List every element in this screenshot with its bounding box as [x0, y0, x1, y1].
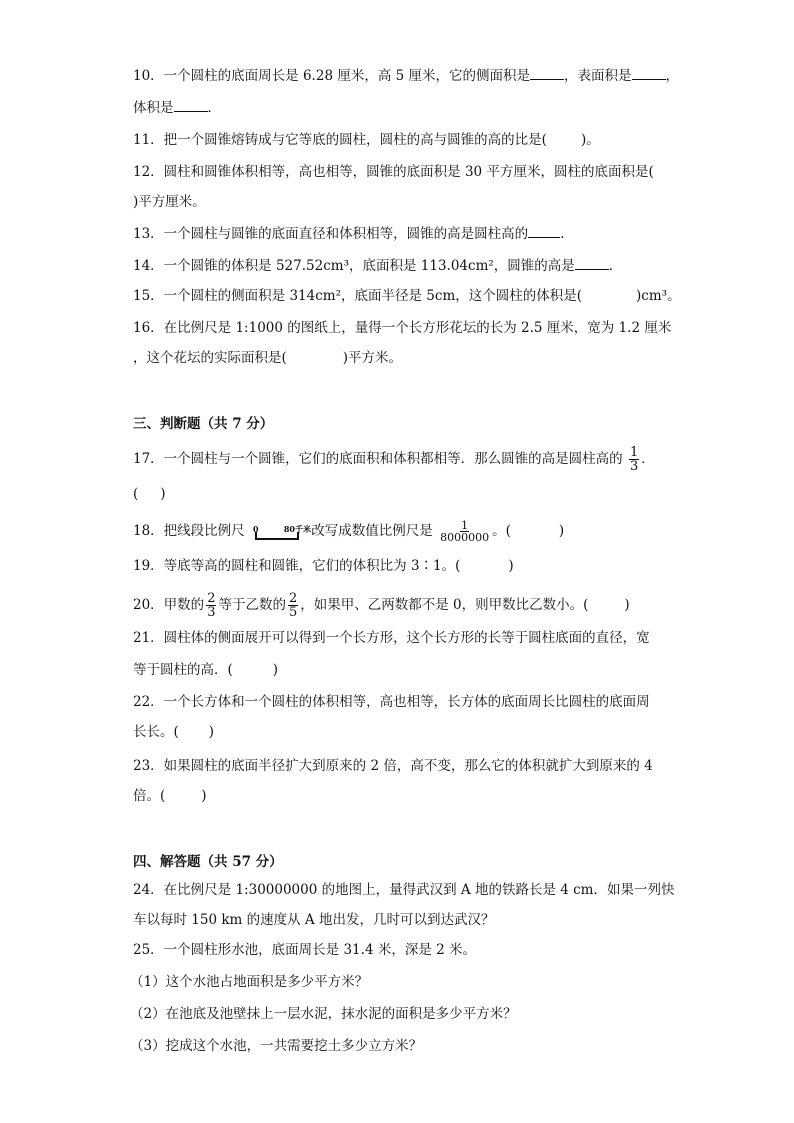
- scale-distance-label: 80千米: [283, 523, 311, 534]
- q10-text-b: ，表面积是: [564, 68, 632, 84]
- q13-text-b: ．: [560, 226, 574, 242]
- q10-text-d: 体积是: [133, 100, 174, 116]
- q20-fraction-1: [206, 592, 216, 619]
- q22-text-b: 长长。(: [133, 724, 179, 740]
- q20-text-b: 等于乙数的: [218, 597, 286, 613]
- q10-blank-lateral[interactable]: [530, 67, 564, 80]
- q17-frac-den: 3: [629, 459, 639, 474]
- q25-sub1-text: （1）这个水池占地面积是多少平方米？: [130, 974, 369, 990]
- question-17-cont: [133, 484, 166, 504]
- q22-text-c: ): [208, 724, 215, 740]
- q20-f1-num: 2: [207, 591, 216, 606]
- q18-text: 18．把线段比例尺: [133, 523, 245, 539]
- q25-text: 25．一个圆柱形水池，底面周长是 31.4 米，深是 2 米。: [133, 942, 476, 958]
- question-21: [133, 628, 650, 648]
- question-12: [133, 162, 654, 182]
- q13-blank[interactable]: [528, 225, 560, 238]
- q14-blank[interactable]: [575, 257, 609, 270]
- q16-text-b: ，这个花坛的实际面积是(: [133, 350, 287, 366]
- q20-f2-num: 2: [288, 591, 298, 606]
- q20-text: 20．甲数的: [133, 597, 205, 613]
- q20-text-c: ，如果甲、乙两数都不是 0，则甲数比乙数小。(: [300, 597, 589, 613]
- q21-text-c: ): [272, 662, 279, 678]
- q11-text-b: )。: [580, 132, 600, 148]
- question-10-cont: [133, 98, 221, 118]
- q21-text-b: 等于圆柱的高．(: [133, 662, 233, 678]
- q16-text-c: )平方米。: [342, 350, 403, 366]
- question-17: [133, 446, 655, 473]
- question-25-sub-1: [130, 972, 368, 992]
- q10-text-c: ，: [665, 68, 679, 84]
- q20-fraction-2: [288, 592, 298, 619]
- q21-text: 21．圆柱体的侧面展开可以得到一个长方形，这个长方形的长等于圆柱底面的直径，宽: [133, 630, 650, 646]
- q18-text-b: 改写成数值比例尺是: [311, 523, 433, 539]
- q17-fraction: [629, 446, 639, 473]
- section-4-title: 四、解答题（共 57 分）: [133, 854, 283, 870]
- q25-sub3-text: （3）挖成这个水池，一共需要挖土多少立方米？: [130, 1038, 423, 1054]
- q13-text: 13．一个圆柱与圆锥的底面直径和体积相等，圆锥的高是圆柱高的: [133, 226, 529, 242]
- question-23: [133, 756, 653, 776]
- q15-text: 15．一个圆柱的侧面积是 314cm²，底面半径是 5cm，这个圆柱的体积是(: [133, 288, 583, 304]
- question-22-cont: [133, 722, 214, 742]
- question-16-cont: [133, 348, 402, 368]
- question-25: [133, 940, 476, 960]
- q17-paren-open: (: [133, 486, 139, 502]
- q14-text: 14．一个圆锥的体积是 527.52cm³，底面积是 113.04cm²，圆锥的高是: [133, 258, 575, 274]
- q24-text: 24．在比例尺是 1:30000000 的地图上，量得武汉到 A 地的铁路长是 4 cm．如果一列快: [133, 882, 675, 898]
- q22-text: 22．一个长方体和一个圆柱的体积相等，高也相等，长方体的底面周长比圆柱的底面周: [133, 694, 650, 710]
- q23-text: 23．如果圆柱的底面半径扩大到原来的 2 倍，高不变，那么它的体积就扩大到原来的 4: [133, 758, 653, 774]
- q19-text: 19．等底等高的圆柱和圆锥，它们的体积比为 3∶1。(: [133, 558, 461, 574]
- question-12-cont: [133, 192, 206, 212]
- q10-text: 10．一个圆柱的底面周长是 6.28 厘米，高 5 厘米，它的侧面积是: [133, 68, 530, 84]
- q17-text-b: ．: [641, 451, 655, 467]
- q16-text: 16．在比例尺是 1:1000 的图纸上，量得一个长方形花坛的长为 2.5 厘米，宽为 1.2 厘米: [133, 320, 672, 336]
- question-20: [133, 592, 630, 619]
- q20-f2-den: 5: [288, 605, 298, 620]
- q10-blank-surface[interactable]: [632, 67, 666, 80]
- scale-zero-label: 0: [252, 523, 259, 534]
- q17-paren-close: ): [160, 486, 166, 502]
- question-19: [133, 556, 514, 576]
- question-21-cont: [133, 660, 278, 680]
- question-23-cont: [133, 786, 207, 806]
- q25-sub2-text: （2）在池底及池壁抹上一层水泥，抹水泥的面积是多少平方米？: [130, 1006, 517, 1022]
- q18-frac-den: 8000000: [440, 531, 490, 544]
- q18-text-c: 。(: [492, 523, 511, 539]
- q15-text-b: )cm³。: [636, 288, 681, 304]
- q20-text-d: ): [624, 597, 630, 613]
- question-22: [133, 692, 650, 712]
- q12-text-b: )平方厘米。: [133, 194, 206, 210]
- q18-text-d: ): [558, 523, 565, 539]
- q11-text: 11．把一个圆锥熔铸成与它等底的圆柱，圆柱的高与圆锥的高的比是(: [133, 132, 547, 148]
- scale-bar-line: [255, 532, 299, 540]
- question-10: [133, 66, 679, 86]
- question-14: [133, 256, 622, 276]
- q17-text: 17．一个圆柱与一个圆锥，它们的底面积和体积都相等．那么圆锥的高是圆柱高的: [133, 451, 623, 467]
- q20-f1-den: 3: [207, 605, 216, 620]
- question-15: [133, 286, 681, 306]
- question-18: [133, 520, 564, 543]
- q19-text-b: ): [508, 558, 514, 574]
- q14-text-b: ．: [608, 258, 623, 274]
- q18-frac-num: 1: [461, 519, 469, 532]
- question-24-cont: [133, 910, 494, 930]
- question-24: [133, 880, 674, 900]
- q18-fraction: [439, 520, 490, 543]
- question-11: [133, 130, 600, 150]
- q10-text-e: ．: [207, 100, 221, 116]
- question-16: [133, 318, 671, 338]
- section-3-title: 三、判断题（共 7 分）: [133, 416, 274, 432]
- question-13: [133, 224, 574, 244]
- question-25-sub-2: [130, 1004, 517, 1024]
- q23-text-b: 倍。(: [133, 788, 166, 804]
- q17-frac-num: 1: [629, 445, 639, 460]
- line-scale-bar: [252, 521, 311, 543]
- q10-blank-volume[interactable]: [174, 99, 208, 112]
- question-25-sub-3: [130, 1036, 422, 1056]
- q12-text: 12．圆柱和圆锥体积相等，高也相等，圆锥的底面积是 30 平方厘米，圆柱的底面积是(: [133, 164, 654, 180]
- q23-text-c: ): [201, 788, 207, 804]
- q24-text-b: 车以每时 150 km 的速度从 A 地出发，几时可以到达武汉？: [133, 912, 495, 928]
